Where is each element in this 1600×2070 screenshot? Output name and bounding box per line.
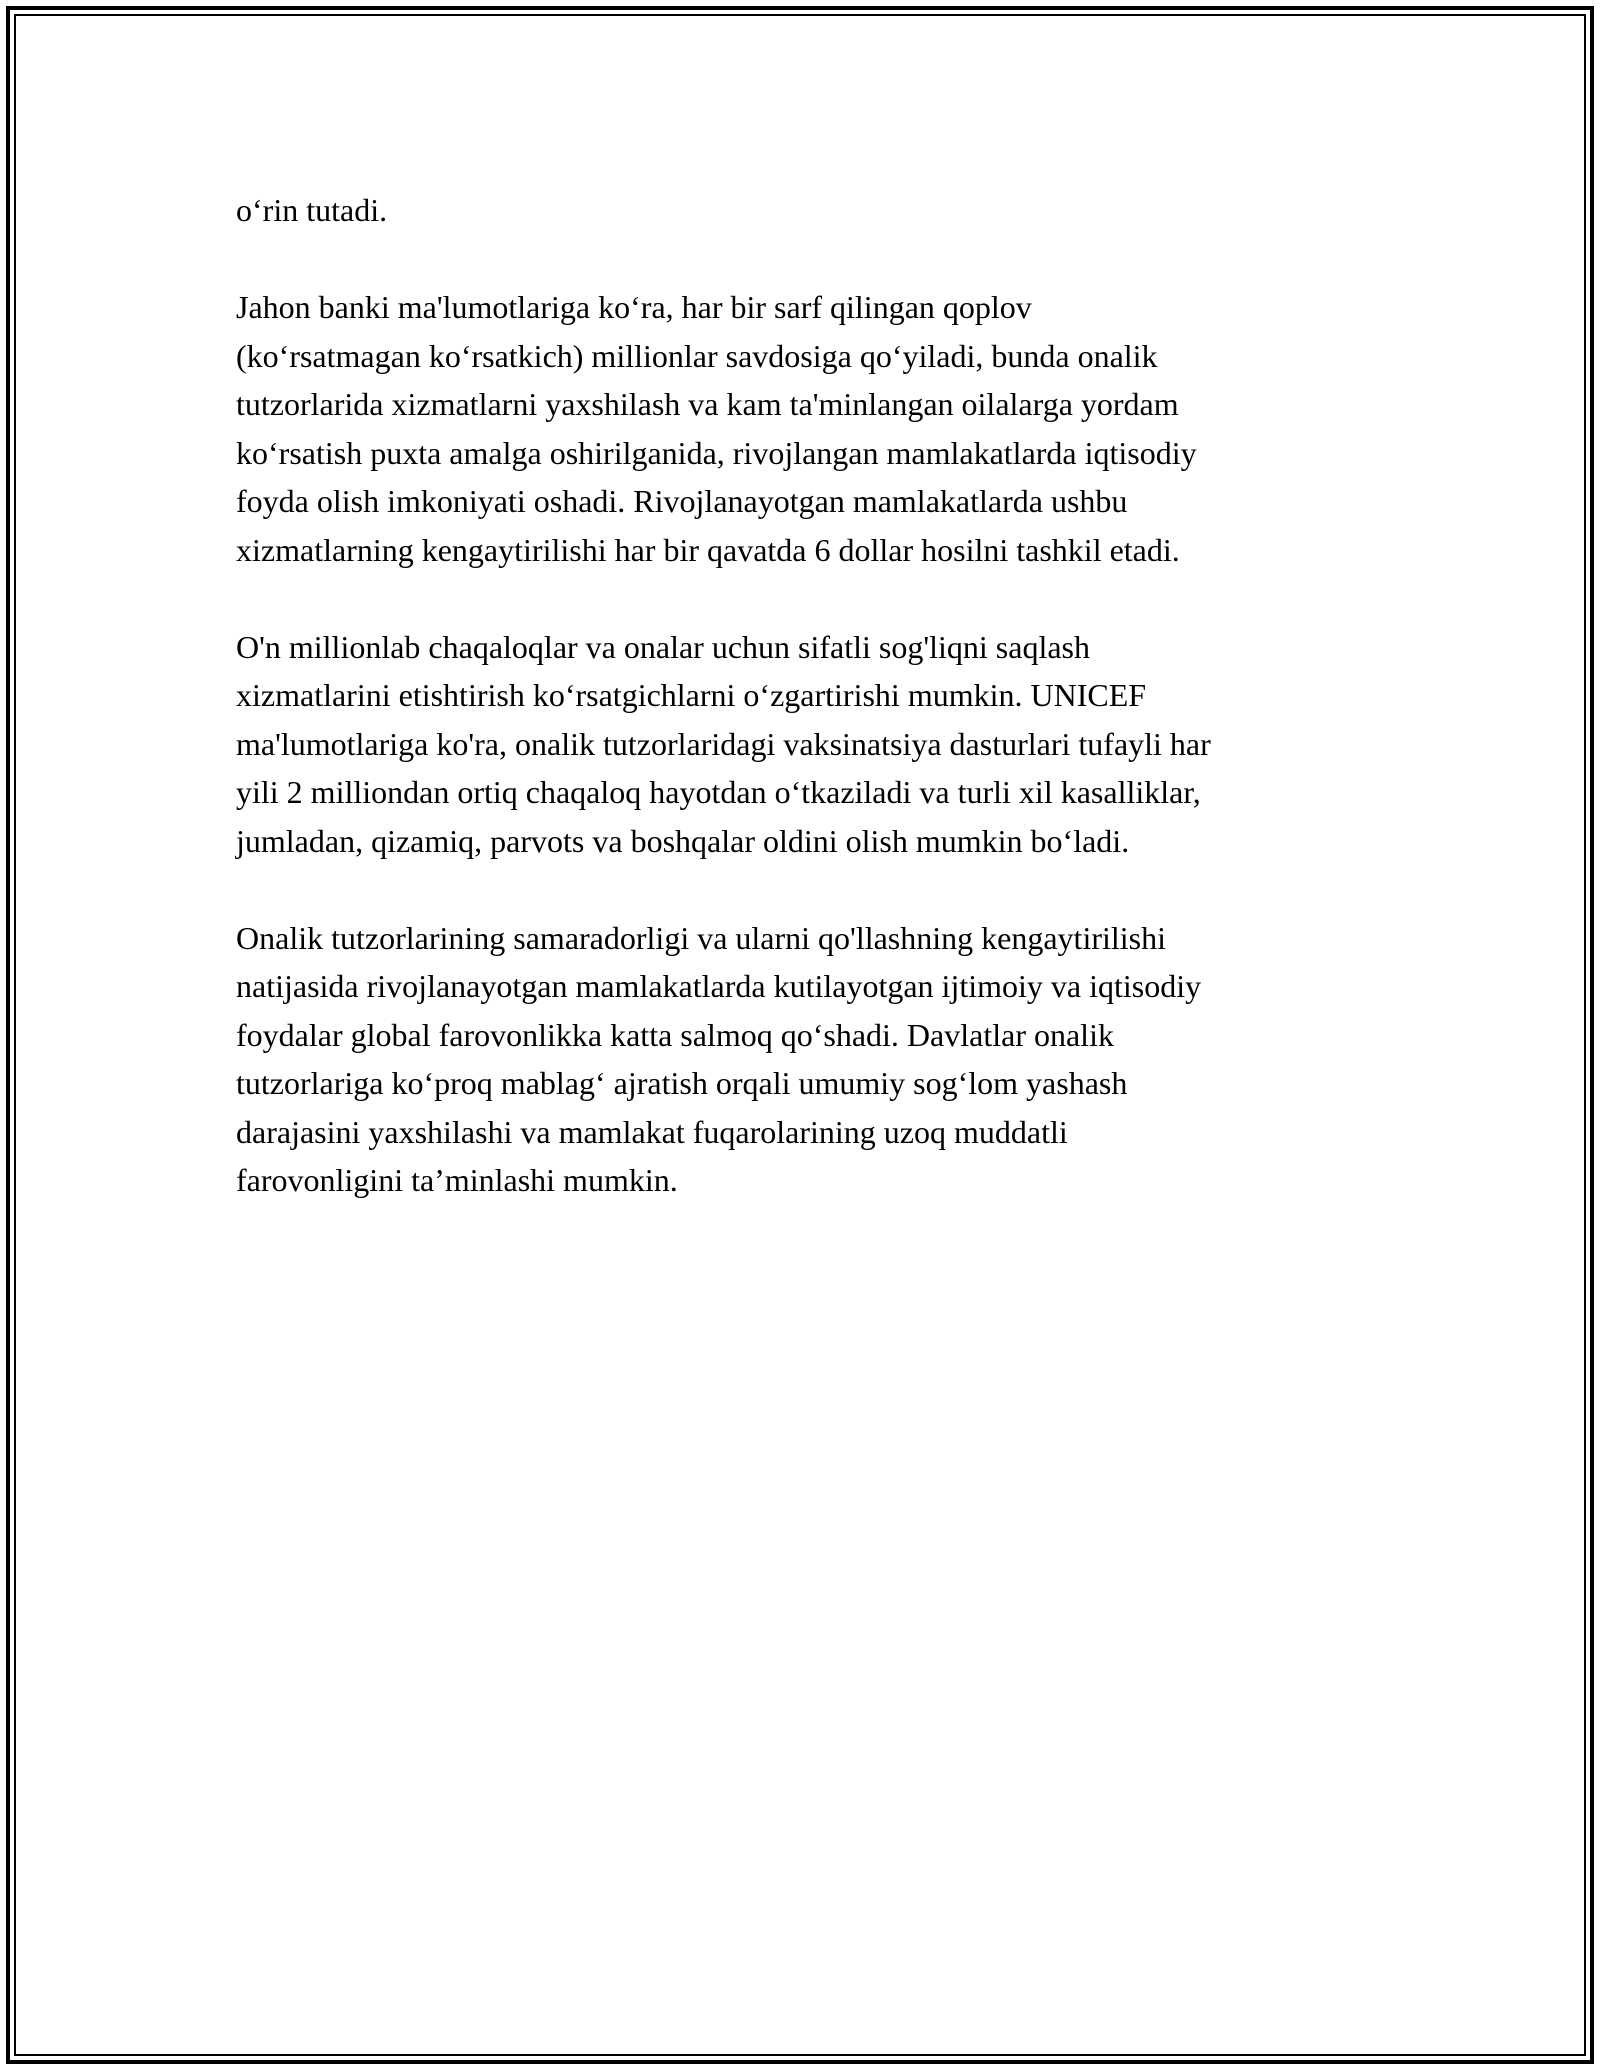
paragraph-1: [236, 186, 1376, 235]
text-line: tutzorlarida xizmatlarni yaxshilash va kam ta'minlangan oilalarga yordam: [236, 386, 1179, 422]
text-line: foydalar global farovonlikka katta salmoq qo‘shadi. Davlatlar onalik: [236, 1016, 1114, 1053]
text-line: foyda olish imkoniyati oshadi. Rivojlanayotgan mamlakatlarda ushbu: [236, 483, 1128, 519]
text-line: Jahon banki ma'lumotlariga ko‘ra, har bir sarf qilingan qoplov: [236, 289, 1032, 325]
document-body: [236, 186, 1376, 1253]
paragraph-3: [236, 623, 1376, 866]
text-line: ko‘rsatish puxta amalga oshirilganida, rivojlangan mamlakatlarda iqtisodiy: [236, 434, 1197, 471]
text-line: jumladan, qizamiq, parvots va boshqalar oldini olish mumkin bo‘ladi.: [236, 822, 1130, 859]
text-line: yili 2 milliondan ortiq chaqaloq hayotdan o‘tkaziladi va turli xil kasalliklar,: [236, 774, 1201, 810]
text-line: o‘rin tutadi.: [236, 192, 388, 228]
text-line: natijasida rivojlanayotgan mamlakatlarda kutilayotgan ijtimoiy va iqtisodiy: [236, 968, 1202, 1004]
text-line: farovonligini ta’minlashi mumkin.: [236, 1162, 678, 1198]
text-line: darajasini yaxshilashi va mamlakat fuqarolarining uzoq muddatli: [236, 1113, 1068, 1150]
text-line: Onalik tutzorlarining samaradorligi va ularni qo'llashning kengaytirilishi: [236, 919, 1166, 956]
text-line: ma'lumotlariga ko'ra, onalik tutzorlaridagi vaksinatsiya dasturlari tufayli har: [236, 725, 1211, 762]
text-line: (ko‘rsatmagan ko‘rsatkich) millionlar savdosiga qo‘yiladi, bunda onalik: [236, 337, 1158, 374]
text-line: O'n millionlab chaqaloqlar va onalar uchun sifatli sog'liqni saqlash: [236, 628, 1090, 665]
text-line: xizmatlarning kengaytirilishi har bir qavatda 6 dollar hosilni tashkil etadi.: [236, 531, 1180, 568]
text-line: xizmatlarini etishtirish ko‘rsatgichlarni o‘zgartirishi mumkin. UNICEF: [236, 677, 1147, 713]
paragraph-4: [236, 914, 1376, 1205]
paragraph-2: [236, 283, 1376, 574]
text-line: tutzorlariga ko‘proq mablag‘ ajratish orqali umumiy sog‘lom yashash: [236, 1065, 1128, 1101]
